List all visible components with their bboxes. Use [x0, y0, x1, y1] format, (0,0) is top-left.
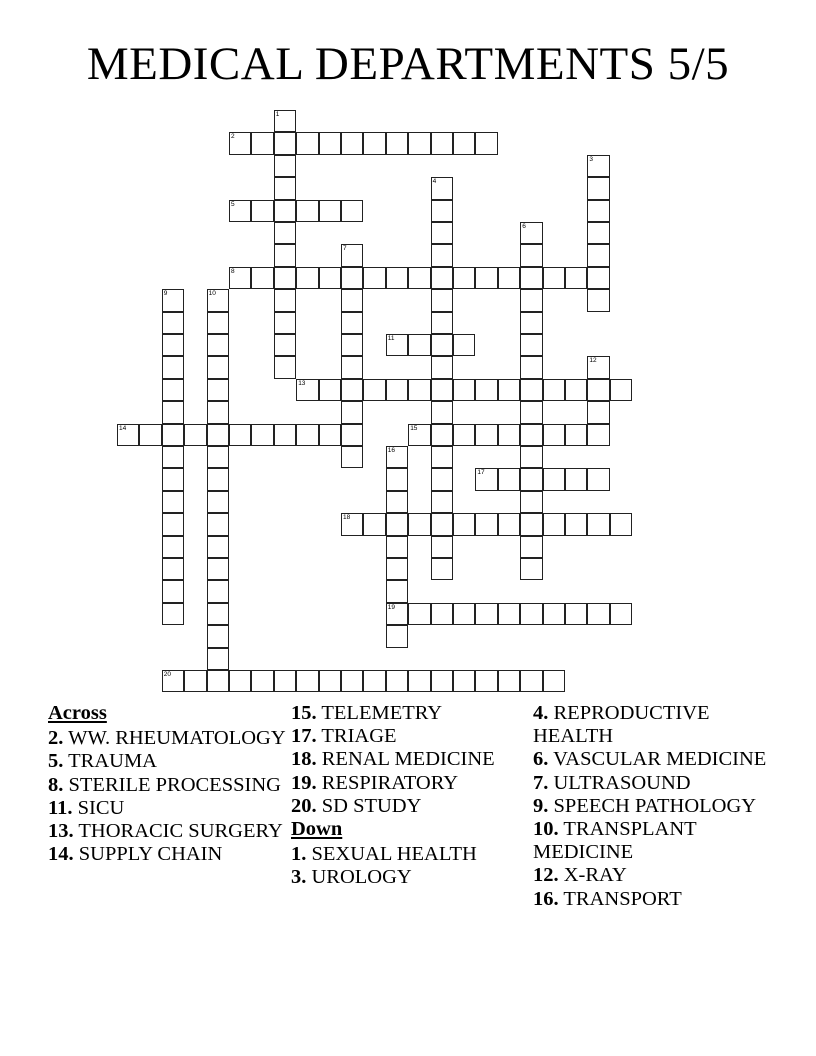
grid-cell[interactable]: [296, 132, 318, 154]
grid-cell[interactable]: [319, 200, 341, 222]
grid-cell[interactable]: [386, 558, 408, 580]
clue-number: 9: [163, 290, 168, 298]
grid-cell[interactable]: [408, 670, 430, 692]
grid-cell[interactable]: [117, 424, 139, 446]
grid-cell[interactable]: [341, 670, 363, 692]
grid-cell[interactable]: [229, 200, 251, 222]
grid-cell[interactable]: [386, 536, 408, 558]
clue-number: 2: [231, 133, 235, 141]
grid-cell[interactable]: [341, 401, 363, 423]
grid-cell[interactable]: [587, 244, 609, 266]
grid-cell[interactable]: [363, 379, 385, 401]
grid-cell[interactable]: [341, 424, 363, 446]
grid-cell[interactable]: [207, 558, 229, 580]
grid-cell[interactable]: [274, 312, 296, 334]
grid-cell[interactable]: [207, 491, 229, 513]
grid-cell[interactable]: [431, 334, 453, 356]
clue-number: 15: [410, 424, 418, 432]
grid-cell[interactable]: [386, 513, 408, 535]
grid-cell[interactable]: [520, 334, 542, 356]
grid-cell[interactable]: [431, 446, 453, 468]
grid-cell[interactable]: [207, 356, 229, 378]
grid-cell[interactable]: [587, 603, 609, 625]
grid-cell[interactable]: [431, 222, 453, 244]
grid-cell[interactable]: [386, 603, 408, 625]
clue-number: 18: [343, 514, 351, 522]
grid-cell[interactable]: [587, 513, 609, 535]
clue-down-1: 1. SEXUAL HEALTH: [291, 843, 477, 866]
grid-cell[interactable]: [431, 670, 453, 692]
clue-across-18: 18. RENAL MEDICINE: [291, 748, 495, 771]
grid-cell[interactable]: [475, 267, 497, 289]
clue-column-1: [48, 702, 286, 866]
grid-cell[interactable]: [207, 603, 229, 625]
grid-cell[interactable]: [520, 513, 542, 535]
clue-down-10: 10. TRANSPLANT MEDICINE: [533, 818, 697, 864]
grid-cell[interactable]: [229, 670, 251, 692]
grid-cell[interactable]: [207, 379, 229, 401]
clue-down-16: 16. TRANSPORT: [533, 887, 682, 910]
grid-cell[interactable]: [498, 379, 520, 401]
grid-cell[interactable]: [162, 558, 184, 580]
grid-cell[interactable]: [610, 603, 632, 625]
grid-cell[interactable]: [229, 424, 251, 446]
grid-cell[interactable]: [520, 267, 542, 289]
clue-column-2: [291, 702, 529, 890]
grid-cell[interactable]: [296, 267, 318, 289]
clue-down-7: 7. ULTRASOUND: [533, 771, 691, 794]
clue-across-8: 8. STERILE PROCESSING: [48, 773, 281, 796]
grid-cell[interactable]: [431, 132, 453, 154]
grid-cell[interactable]: [543, 513, 565, 535]
grid-cell[interactable]: [543, 603, 565, 625]
grid-cell[interactable]: [341, 446, 363, 468]
grid-cell[interactable]: [431, 312, 453, 334]
grid-cell[interactable]: [319, 132, 341, 154]
grid-cell[interactable]: [319, 379, 341, 401]
grid-cell[interactable]: [408, 267, 430, 289]
grid-cell[interactable]: [207, 536, 229, 558]
grid-cell[interactable]: [363, 513, 385, 535]
grid-cell[interactable]: [296, 379, 318, 401]
grid-cell[interactable]: [475, 468, 497, 490]
grid-cell[interactable]: [431, 513, 453, 535]
page-title: MEDICAL DEPARTMENTS 5/5: [86, 38, 730, 90]
grid-cell[interactable]: [207, 468, 229, 490]
grid-cell[interactable]: [565, 424, 587, 446]
grid-cell[interactable]: [162, 334, 184, 356]
grid-cell[interactable]: [498, 424, 520, 446]
grid-cell[interactable]: [162, 536, 184, 558]
grid-cell[interactable]: [520, 356, 542, 378]
grid-cell[interactable]: [520, 312, 542, 334]
clue-number: 17: [477, 469, 485, 477]
grid-cell[interactable]: [408, 334, 430, 356]
grid-cell[interactable]: [162, 491, 184, 513]
grid-cell[interactable]: [498, 468, 520, 490]
grid-cell[interactable]: [587, 401, 609, 423]
grid-cell[interactable]: [207, 648, 229, 670]
grid-cell[interactable]: [319, 670, 341, 692]
clue-number: 11: [387, 335, 395, 342]
grid-cell[interactable]: [453, 267, 475, 289]
grid-cell[interactable]: [251, 670, 273, 692]
grid-cell[interactable]: [162, 603, 184, 625]
grid-cell[interactable]: [207, 670, 229, 692]
grid-cell[interactable]: [587, 222, 609, 244]
clue-across-2: 2. WW. RHEUMATOLOGY: [48, 727, 286, 750]
grid-cell[interactable]: [520, 603, 542, 625]
grid-cell[interactable]: [184, 424, 206, 446]
grid-cell[interactable]: [453, 513, 475, 535]
grid-cell[interactable]: [341, 379, 363, 401]
grid-cell[interactable]: [431, 401, 453, 423]
grid-cell[interactable]: [251, 200, 273, 222]
clue-across-13: 13. THORACIC SURGERY: [48, 820, 283, 843]
grid-cell[interactable]: [207, 424, 229, 446]
grid-cell[interactable]: [520, 536, 542, 558]
grid-cell[interactable]: [408, 424, 430, 446]
grid-cell[interactable]: [453, 132, 475, 154]
grid-cell[interactable]: [207, 401, 229, 423]
grid-cell[interactable]: [475, 132, 497, 154]
grid-cell[interactable]: [251, 424, 273, 446]
grid-cell[interactable]: [431, 424, 453, 446]
clue-down-4: 4. REPRODUCTIVE HEALTH: [533, 702, 710, 748]
grid-cell[interactable]: [431, 379, 453, 401]
grid-cell[interactable]: [274, 155, 296, 177]
grid-cell[interactable]: [341, 267, 363, 289]
clue-down-9: 9. SPEECH PATHOLOGY: [533, 794, 757, 817]
grid-cell[interactable]: [274, 110, 296, 132]
grid-cell[interactable]: [431, 491, 453, 513]
grid-cell[interactable]: [274, 670, 296, 692]
grid-cell[interactable]: [565, 603, 587, 625]
grid-cell[interactable]: [520, 379, 542, 401]
grid-cell[interactable]: [386, 379, 408, 401]
grid-cell[interactable]: [587, 468, 609, 490]
grid-cell[interactable]: [431, 177, 453, 199]
clue-number: 1: [275, 111, 280, 118]
grid-cell[interactable]: [341, 200, 363, 222]
grid-cell[interactable]: [296, 424, 318, 446]
clue-across-14: 14. SUPPLY CHAIN: [48, 843, 223, 866]
grid-cell[interactable]: [207, 446, 229, 468]
grid-cell[interactable]: [162, 580, 184, 602]
grid-cell[interactable]: [453, 424, 475, 446]
clue-number: 20: [163, 671, 172, 678]
grid-cell[interactable]: [475, 424, 497, 446]
grid-cell[interactable]: [319, 424, 341, 446]
grid-cell[interactable]: [341, 513, 363, 535]
grid-cell[interactable]: [587, 356, 609, 378]
grid-cell[interactable]: [520, 401, 542, 423]
grid-cell[interactable]: [341, 244, 363, 266]
grid-cell[interactable]: [363, 132, 385, 154]
grid-cell[interactable]: [431, 558, 453, 580]
grid-cell[interactable]: [587, 200, 609, 222]
grid-cell[interactable]: [543, 670, 565, 692]
grid-cell[interactable]: [431, 244, 453, 266]
grid-cell[interactable]: [498, 267, 520, 289]
grid-cell[interactable]: [386, 580, 408, 602]
clue-across-20: 20. SD STUDY: [291, 794, 422, 817]
grid-cell[interactable]: [520, 244, 542, 266]
grid-cell[interactable]: [431, 200, 453, 222]
grid-cell[interactable]: [475, 513, 497, 535]
grid-cell[interactable]: [453, 603, 475, 625]
grid-cell[interactable]: [565, 379, 587, 401]
clue-column-3: [533, 702, 771, 911]
grid-cell[interactable]: [408, 513, 430, 535]
grid-cell[interactable]: [341, 356, 363, 378]
clue-number: 3: [589, 155, 594, 163]
grid-cell[interactable]: [543, 379, 565, 401]
clue-down-6: 6. VASCULAR MEDICINE: [533, 748, 767, 771]
grid-cell[interactable]: [543, 468, 565, 490]
grid-cell[interactable]: [162, 356, 184, 378]
clue-number: 5: [231, 200, 235, 208]
grid-cell[interactable]: [543, 267, 565, 289]
grid-cell[interactable]: [498, 513, 520, 535]
grid-cell[interactable]: [229, 132, 251, 154]
grid-cell[interactable]: [520, 468, 542, 490]
grid-cell[interactable]: [520, 289, 542, 311]
grid-cell[interactable]: [565, 468, 587, 490]
down-heading: Down: [291, 818, 343, 841]
grid-cell[interactable]: [274, 222, 296, 244]
grid-cell[interactable]: [162, 379, 184, 401]
clue-across-17: 17. TRIAGE: [291, 725, 397, 748]
grid-cell[interactable]: [274, 356, 296, 378]
clue-number: 8: [231, 267, 235, 275]
grid-cell[interactable]: [498, 670, 520, 692]
grid-cell[interactable]: [296, 670, 318, 692]
grid-cell[interactable]: [386, 491, 408, 513]
grid-cell[interactable]: [520, 446, 542, 468]
grid-cell[interactable]: [274, 200, 296, 222]
clue-across-5: 5. TRAUMA: [48, 750, 157, 773]
grid-cell[interactable]: [341, 312, 363, 334]
grid-cell[interactable]: [520, 670, 542, 692]
grid-cell[interactable]: [139, 424, 161, 446]
clue-across-19: 19. RESPIRATORY: [291, 771, 459, 794]
clue-across-15: 15. TELEMETRY: [291, 702, 443, 724]
grid-cell[interactable]: [431, 356, 453, 378]
grid-cell[interactable]: [207, 289, 229, 311]
clue-number: 4: [432, 178, 437, 186]
clue-number: 19: [387, 603, 396, 611]
grid-cell[interactable]: [363, 670, 385, 692]
grid-cell[interactable]: [341, 132, 363, 154]
grid-cell[interactable]: [587, 379, 609, 401]
grid-cell[interactable]: [274, 289, 296, 311]
clue-across-11: 11. SICU: [48, 796, 125, 819]
grid-cell[interactable]: [251, 132, 273, 154]
clue-down-3: 3. UROLOGY: [291, 866, 412, 889]
grid-cell[interactable]: [453, 334, 475, 356]
across-heading: Across: [48, 702, 107, 724]
grid-cell[interactable]: [475, 379, 497, 401]
grid-cell[interactable]: [162, 289, 184, 311]
grid-cell[interactable]: [207, 334, 229, 356]
grid-cell[interactable]: [274, 267, 296, 289]
grid-cell[interactable]: [408, 132, 430, 154]
grid-cell[interactable]: [386, 334, 408, 356]
grid-cell[interactable]: [543, 424, 565, 446]
grid-cell[interactable]: [207, 580, 229, 602]
grid-cell[interactable]: [520, 491, 542, 513]
grid-cell[interactable]: [274, 334, 296, 356]
clue-number: 16: [387, 447, 396, 454]
clue-number: 12: [589, 357, 597, 365]
grid-cell[interactable]: [274, 424, 296, 446]
grid-cell[interactable]: [587, 177, 609, 199]
grid-cell[interactable]: [431, 267, 453, 289]
grid-cell[interactable]: [498, 603, 520, 625]
grid-cell[interactable]: [274, 132, 296, 154]
grid-cell[interactable]: [453, 670, 475, 692]
grid-cell[interactable]: [341, 289, 363, 311]
clue-number: 13: [298, 379, 306, 387]
grid-cell[interactable]: [408, 379, 430, 401]
grid-cell[interactable]: [565, 267, 587, 289]
grid-cell[interactable]: [587, 155, 609, 177]
clue-number: 6: [522, 223, 526, 230]
grid-cell[interactable]: [565, 513, 587, 535]
grid-cell[interactable]: [296, 200, 318, 222]
grid-cell[interactable]: [251, 267, 273, 289]
grid-cell[interactable]: [274, 177, 296, 199]
grid-cell[interactable]: [386, 468, 408, 490]
grid-cell[interactable]: [386, 625, 408, 647]
grid-cell[interactable]: [207, 625, 229, 647]
grid-cell[interactable]: [431, 468, 453, 490]
grid-cell[interactable]: [207, 312, 229, 334]
grid-cell[interactable]: [341, 334, 363, 356]
clue-number: 14: [119, 424, 127, 432]
grid-cell[interactable]: [431, 603, 453, 625]
grid-cell[interactable]: [162, 312, 184, 334]
grid-cell[interactable]: [475, 670, 497, 692]
grid-cell[interactable]: [520, 222, 542, 244]
grid-cell[interactable]: [408, 603, 430, 625]
clue-number: 10: [208, 290, 216, 298]
grid-cell[interactable]: [610, 513, 632, 535]
grid-cell[interactable]: [319, 267, 341, 289]
grid-cell[interactable]: [386, 446, 408, 468]
grid-cell[interactable]: [162, 401, 184, 423]
grid-cell[interactable]: [386, 132, 408, 154]
grid-cell[interactable]: [431, 289, 453, 311]
grid-cell[interactable]: [386, 267, 408, 289]
grid-cell[interactable]: [162, 513, 184, 535]
clue-down-12: 12. X-RAY: [533, 864, 627, 887]
grid-cell[interactable]: [610, 379, 632, 401]
grid-cell[interactable]: [587, 289, 609, 311]
grid-cell[interactable]: [162, 670, 184, 692]
grid-cell[interactable]: [587, 267, 609, 289]
clue-number: 7: [343, 245, 347, 253]
grid-cell[interactable]: [587, 424, 609, 446]
grid-cell[interactable]: [162, 446, 184, 468]
grid-cell[interactable]: [363, 267, 385, 289]
grid-cell[interactable]: [184, 670, 206, 692]
grid-cell[interactable]: [386, 670, 408, 692]
grid-cell[interactable]: [207, 513, 229, 535]
grid-cell[interactable]: [453, 379, 475, 401]
grid-cell[interactable]: [274, 244, 296, 266]
grid-cell[interactable]: [520, 558, 542, 580]
grid-cell[interactable]: [229, 267, 251, 289]
grid-cell[interactable]: [162, 424, 184, 446]
grid-cell[interactable]: [431, 536, 453, 558]
grid-cell[interactable]: [520, 424, 542, 446]
grid-cell[interactable]: [162, 468, 184, 490]
grid-cell[interactable]: [475, 603, 497, 625]
